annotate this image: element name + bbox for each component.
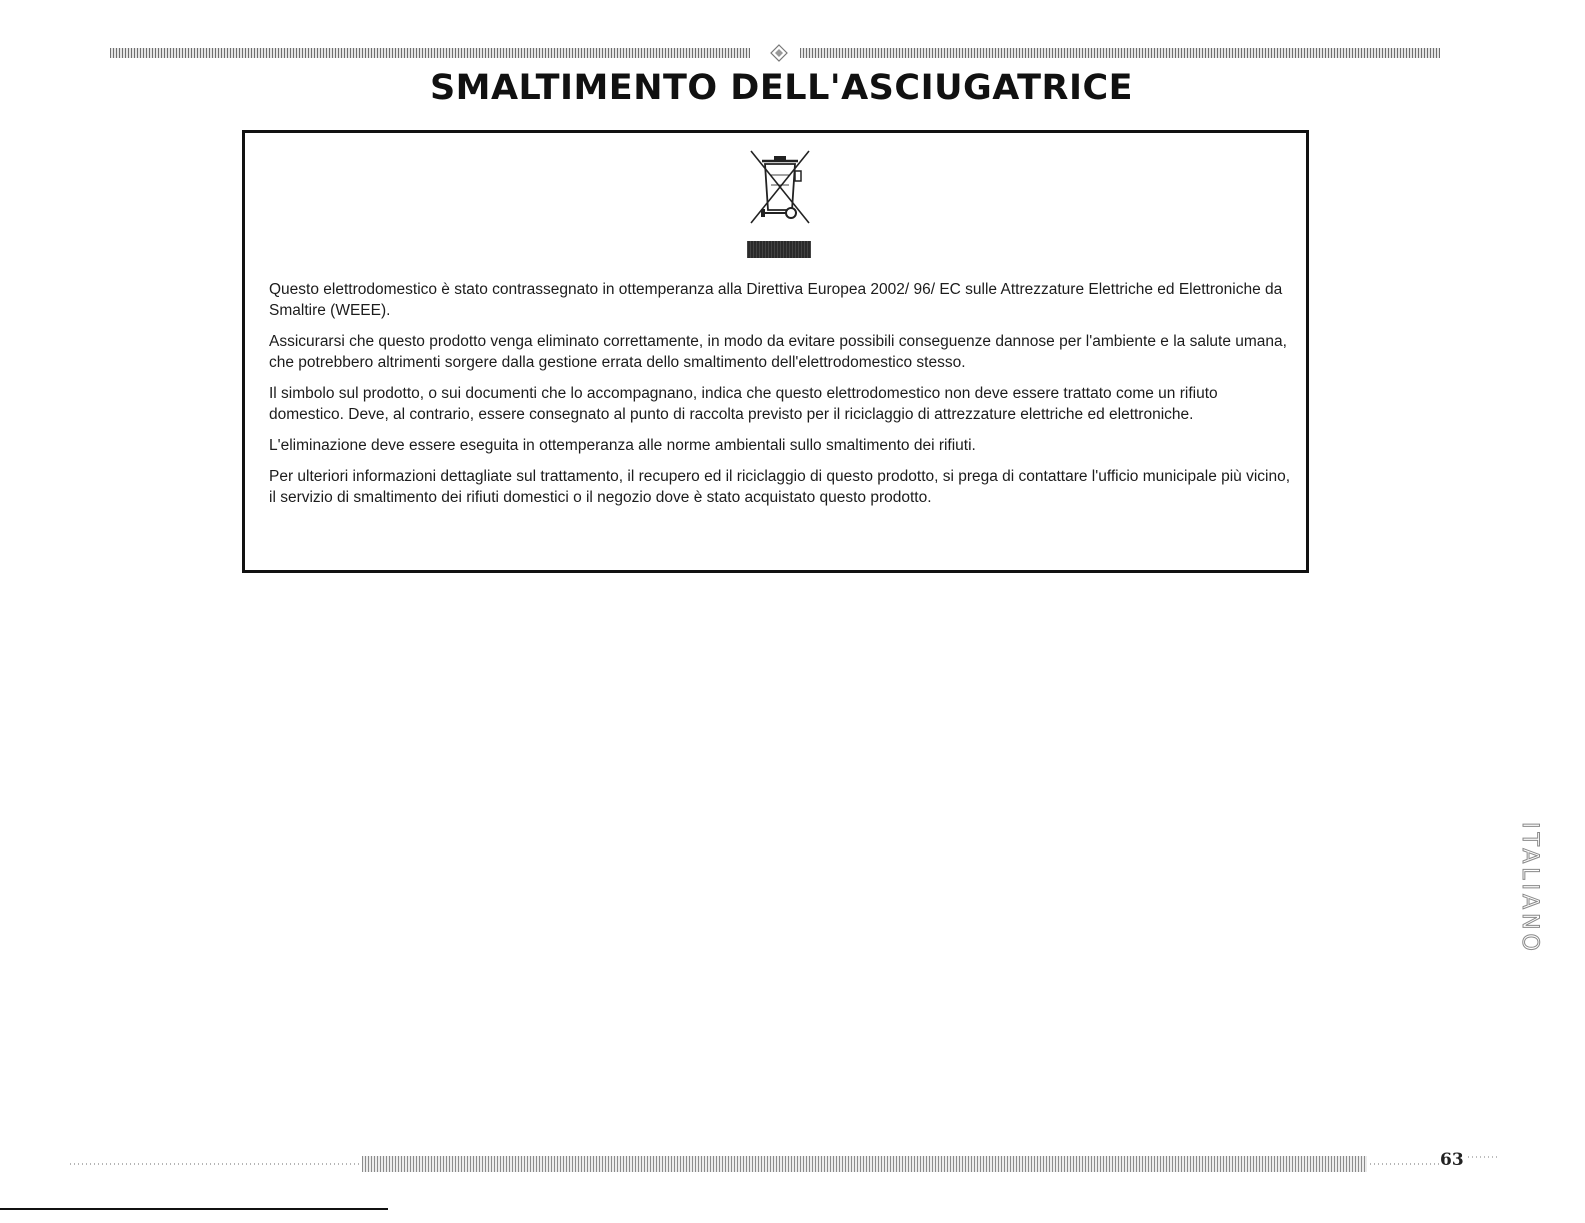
weee-notice-box [242,130,1309,573]
bottom-rule-dots-left [70,1163,360,1165]
top-rule-band-left [110,48,750,58]
page-title: SMALTIMENTO DELL'ASCIUGATRICE [429,68,1134,108]
diamond-ornament-icon [770,44,788,62]
bottom-rule-dots-right [1370,1163,1440,1165]
notice-text [269,279,1294,518]
footer-line [0,1208,388,1210]
notice-paragraph-1: Questo elettrodomestico è stato contrassegnato in ottemperanza alla Direttiva Europea 2002/ 96/ EC sulle Attrezzature Elettriche ed Elettroniche da Smaltire (WEEE). [269,281,1283,319]
notice-paragraph-5: Per ulteriori informazioni dettagliate sul trattamento, il recupero ed il riciclaggio di questo prodotto, si prega di contattare l'ufficio municipale più vicino, il servizio di smaltimento dei rifiuti domestici o il negozio dove è stato acquistato questo prodotto. [269,468,1291,506]
page-number: 63 [1440,1150,1464,1170]
weee-solid-bar [747,241,811,258]
bottom-decorative-rule [70,1156,1440,1172]
notice-paragraph-3: Il simbolo sul prodotto, o sui documenti che lo accompagnano, indica che questo elettrodomestico non deve essere trattato come un rifiuto domestico. Deve, al contrario, essere consegnato al punto di raccolta previsto per il riciclaggio di attrezzature elettriche ed elettroniche. [269,385,1218,423]
page-number-dots [1468,1156,1500,1158]
top-rule-band-right [800,48,1440,58]
language-side-tab: ITALIANO [1517,822,1542,955]
notice-paragraph-4: L'eliminazione deve essere eseguita in ottemperanza alle norme ambientali sullo smaltimento dei rifiuti. [269,437,976,454]
crossed-out-wheelie-bin-icon [745,147,815,227]
notice-paragraph-2: Assicurarsi che questo prodotto venga eliminato correttamente, in modo da evitare possibili conseguenze dannose per l'ambiente e la salute umana, che potrebbero altrimenti sorgere dalla gestione errata dello smaltimento dell'elettrodomestico stesso. [269,333,1287,371]
top-decorative-rule [110,44,1440,62]
bottom-rule-band [362,1156,1367,1172]
